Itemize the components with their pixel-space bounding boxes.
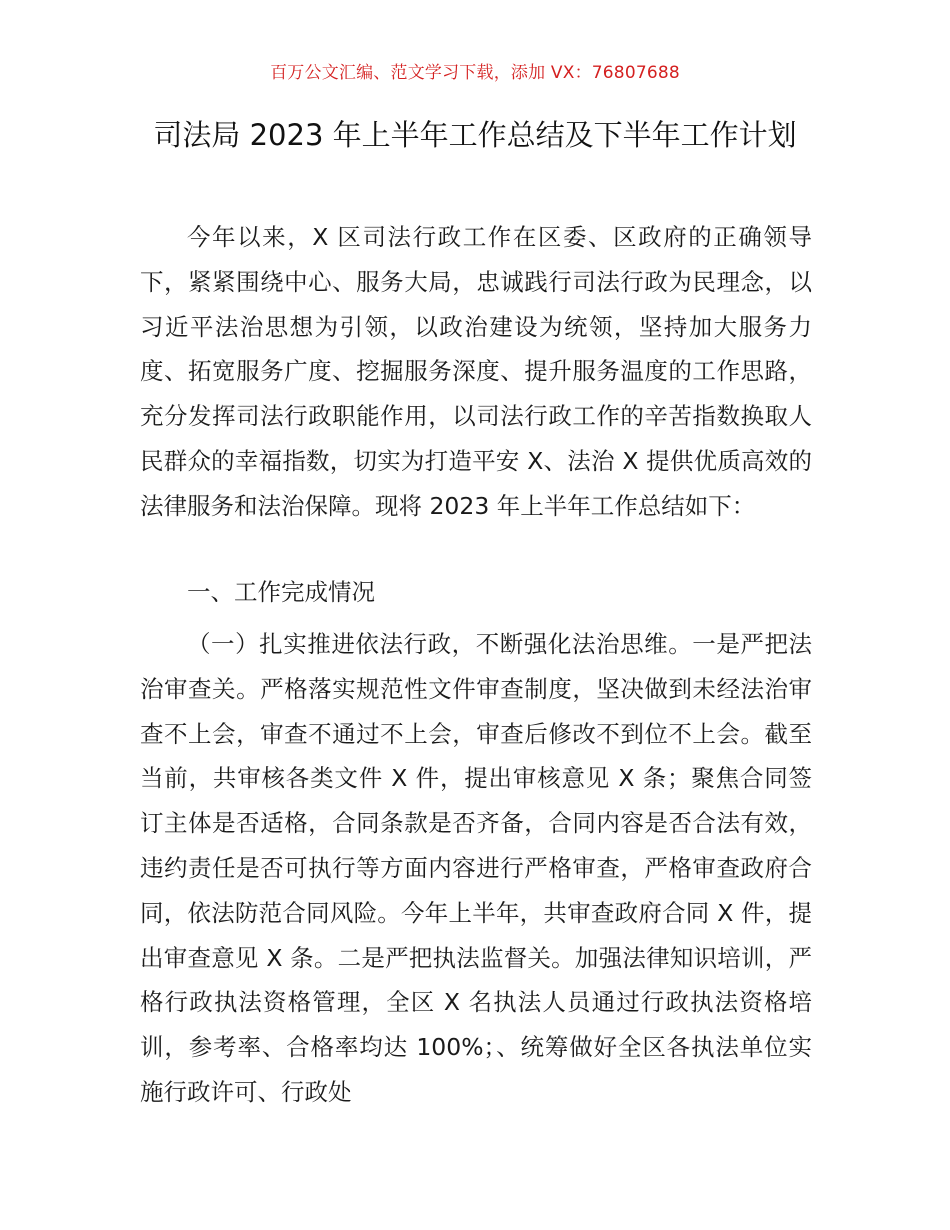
section-paragraph-text: （一）扎实推进依法行政，不断强化法治思维。一是严把法治审查关。严格落实规范性文件审查制度，坚决做到未经法治审查不上会，审查不通过不上会，审查后修改不到位不上会。截至当前，共审核各类文件 X 件，提出审核意见 X 条；聚焦合同签订主体是否适格，合同条款是否齐备，合同内容是否合法有效，违约责任是否可执行等方面内容进行严格审查，严格审查政府合同，依法防范合同风险。今年上半年，共审查政府合同 X 件，提出审查意见 X 条。二是严把执法监督关。加强法律知识培训，严格行政执法资格管理，全区 X 名执法人员通过行政执法资格培训，参考率、合格率均达 100%；、统筹做好全区各执法单位实施行政许可、行政处	[140, 630, 812, 1106]
intro-text: 今年以来，X 区司法行政工作在区委、区政府的正确领导下，紧紧围绕中心、服务大局，忠诚践行司法行政为民理念，以习近平法治思想为引领，以政治建设为统领，坚持加大服务力度、拓宽服务广度、挖掘服务深度、提升服务温度的工作思路，充分发挥司法行政职能作用，以司法行政工作的辛苦指数换取人民群众的幸福指数，切实为打造平安 X、法治 X 提供优质高效的法律服务和法治保障。现将 2023 年上半年工作总结如下：	[140, 223, 812, 520]
section-paragraph	[140, 622, 812, 1115]
section-heading-text: 一、工作完成情况	[187, 578, 375, 606]
section-heading	[140, 570, 812, 615]
intro-paragraph	[140, 215, 812, 529]
header-banner: 百万公文汇编、范文学习下载，添加 VX：76807688	[270, 63, 680, 83]
document-title: 司法局 2023 年上半年工作总结及下半年工作计划	[153, 118, 797, 152]
